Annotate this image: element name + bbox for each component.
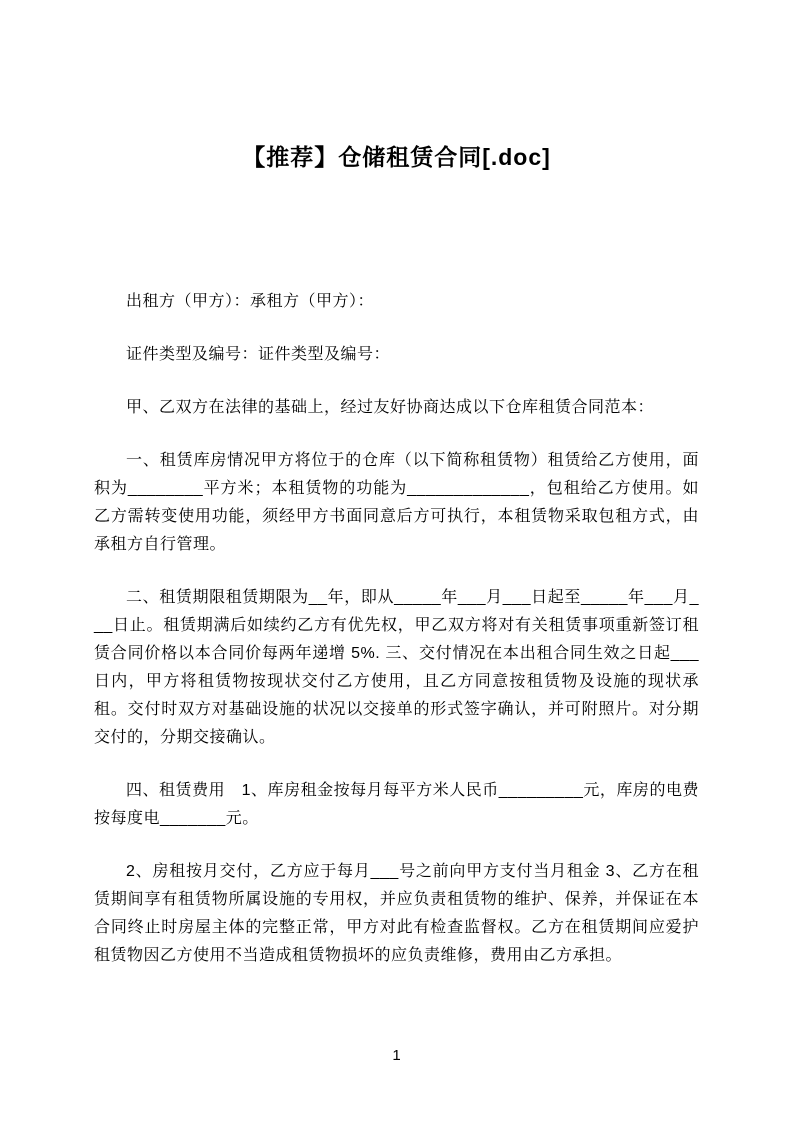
paragraph-parties: 出租方（甲方）：承租方（甲方）： — [126, 293, 375, 310]
paragraph-id-numbers: 证件类型及编号：证件类型及编号： — [126, 346, 391, 363]
document-title: 【推荐】仓储租赁合同[.doc] — [242, 144, 551, 170]
paragraph-preamble: 甲、乙双方在法律的基础上，经过友好协商达成以下仓库租赁合同范本： — [126, 399, 655, 416]
paragraph-clause-4-fees: 四、租赁费用 1、库房租金按每月每平方米人民币_________元，库房的电费按每度电_______元。 — [94, 782, 699, 827]
paragraph-clause-4-payment-maintenance: 2、房租按月交付，乙方应于每月___号之前向甲方支付当月租金 3、乙方在租赁期间享有租赁物所属设施的专用权，并应负责租赁物的维护、保养，并保证在本合同终止时房屋主体的完整正常，甲方对此有检查监督权。乙方在租赁期间应爱护租赁物因乙方使用不当造成租赁物损坏的应负责维修，费用由乙方承担。 — [94, 863, 699, 964]
paragraph-clause-2-3-term-delivery: 二、租赁期限租赁期限为__年，即从_____年___月___日起至_____年___月___日止。租赁期满后如续约乙方有优先权，甲乙双方将对有关租赁事项重新签订租赁合同价格以本合同价每两年递增 5%. 三、交付情况在本出租合同生效之日起___日内，甲方将租赁物按现状交付乙方使用，且乙方同意按租赁物及设施的现状承租。交付时双方对基础设施的状况以交接单的形式签字确认，并可附照片。对分期交付的，分期交接确认。 — [94, 589, 699, 746]
document-body — [94, 288, 699, 970]
page-number: 1 — [392, 1047, 401, 1064]
paragraph-clause-1-premises: 一、租赁库房情况甲方将位于的仓库（以下简称租赁物）租赁给乙方使用，面积为________平方米；本租赁物的功能为_____________，包租给乙方使用。如乙方需转变使用功能，须经甲方书面同意后方可执行，本租赁物采取包租方式，由承租方自行管理。 — [94, 452, 699, 553]
